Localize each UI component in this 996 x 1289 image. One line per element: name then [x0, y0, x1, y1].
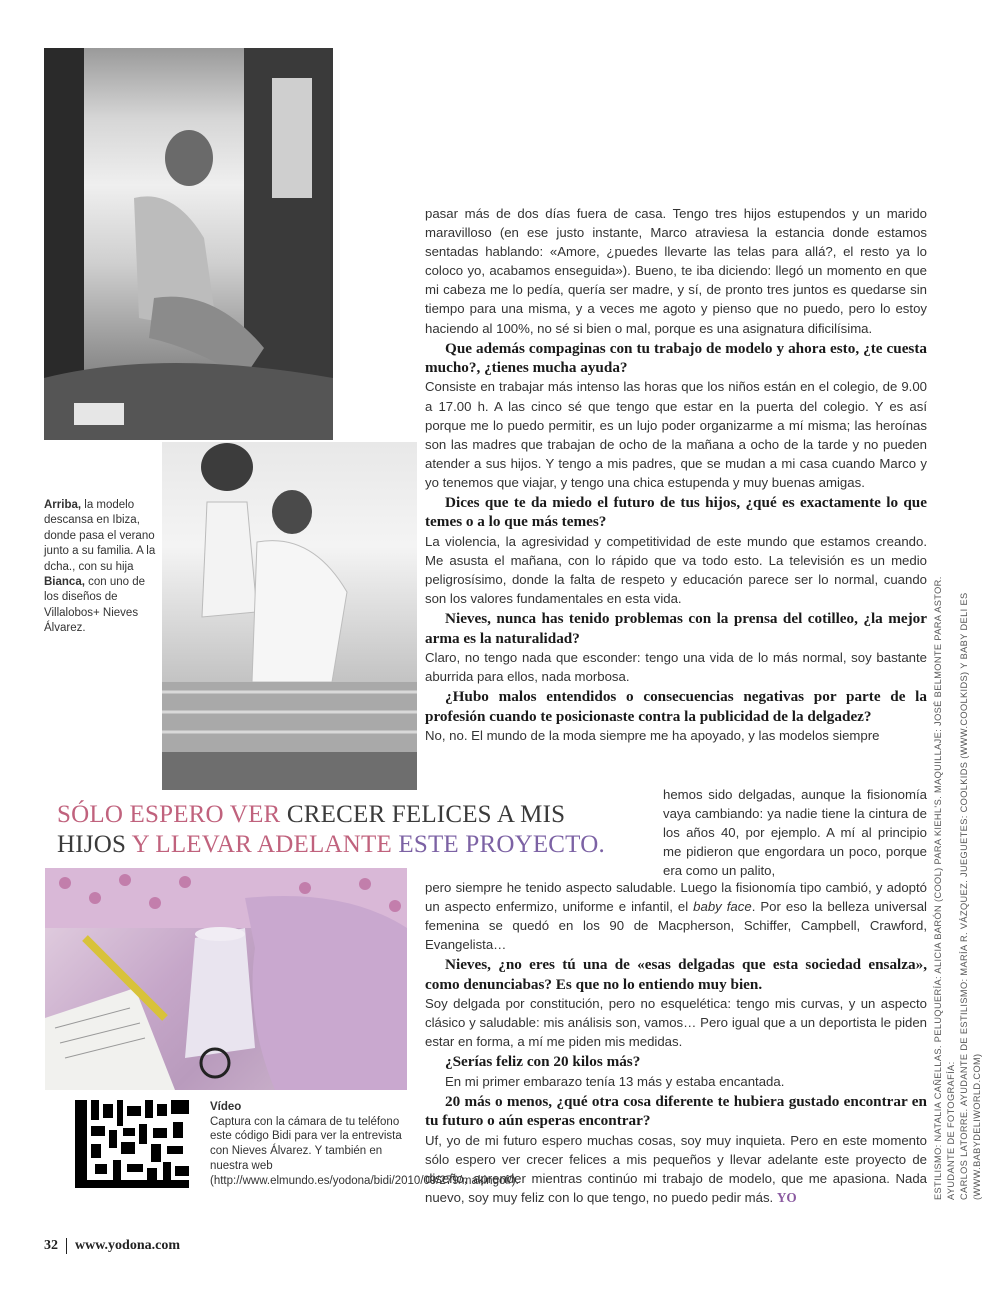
question-4: ¿Hubo malos entendidos o consecuencias negativas por parte de la profesión cuando te posicionaste contra la publicidad de la delgadez?: [425, 688, 927, 725]
page-footer: [44, 1238, 180, 1254]
video-description: Captura con la cámara de tu teléfono este código Bidi para ver la entrevista con Nieves Álvarez. Y también en nuestra web (http://www.elmundo.es/yodona/bidi/2010/09/279/makingof/).: [210, 1115, 519, 1187]
question-2: Dices que te da miedo el futuro de tus hijos, ¿qué es exactamente lo que temes o a lo que más temes?: [425, 494, 927, 531]
footer-divider: [66, 1238, 67, 1254]
article-body: [425, 204, 927, 745]
photo-middle: [162, 442, 417, 790]
article-wrap-text: hemos sido delgadas, aunque la fisionomía vaya cambiando: ya nadie tiene la cintura de los años 40, por ejemplo. A mí al principio me pidieron que engordara un poco, porque era como un palito,: [663, 787, 927, 879]
caption-dcha: A la dcha.: [44, 545, 156, 573]
answer-5: No, no. El mundo de la moda siempre me ha apoyado, y las modelos siempre: [425, 728, 880, 744]
photo-top: [44, 48, 333, 440]
question-7: 20 más o menos, ¿qué otra cosa diferente te hubiera gustado encontrar en tu futuro o aún esperas encontrar?: [425, 1092, 927, 1130]
answer-5-text: pero siempre he tenido aspecto saludable. Luego la fisionomía tipo cambió, y adoptó un aspecto enfermizo, uniforme e infantil, el: [425, 880, 927, 915]
page-number: 32: [44, 1238, 58, 1254]
caption-text-2: , con su hija: [72, 560, 134, 573]
photo-bottom-art: [45, 868, 407, 1090]
answer-7: En mi primer embarazo tenía 13 más y estaba encantada.: [445, 1073, 785, 1089]
answer-4: Claro, no tengo nada que esconder: tengo una vida de lo más normal, soy bastante aburrida para ellos, nada morbosa.: [425, 650, 927, 685]
answer-2: Consiste en trabajar más intenso las horas que los niños están en el colegio, de 9.00 a 17.00 h. A las cinco sé que tengo que estar en la puerta del colegio. Y es así porque me lo puedo permitir, es un lujo poder organizarme a mí misma; las heroínas son las madres que trabajan de ocho de la mañana a ocho de la tarde y no pueden atender a sus hijos. Y tengo a mis padres, que se mudan a mi casa cuando Marco y yo tenemos que viajar, y tengo una chica estupenda y muy buenas amigas.: [425, 379, 927, 490]
caption-text-3: con uno de los diseños de Villalobos+ Nieves Álvarez.: [44, 576, 146, 635]
answer-5-end: . Por eso la belleza universal femenina se quedó en los 90 de Macpherson, Schiffer, Campbell, Crawford, Evangelista…: [425, 899, 927, 953]
answer-5-continued: [425, 878, 927, 954]
article-body-continued: [425, 878, 927, 1207]
answer-8-text: Uf, yo de mi futuro espero muchas cosas, soy muy inquieta. Pero en este momento sólo espero ver crecer felices a mis pequeños y llevar adelante este proyecto de diseño, aprender mientras continúo mi trabajo de modelo, que me apasiona. Nada nuevo, soy muy feliz con lo que tengo, no puedo pedir más.: [425, 1132, 927, 1206]
photo-middle-art: [162, 442, 417, 790]
pull-quote-part-2: CRECER FELICES A MIS: [286, 801, 566, 828]
end-mark-logo: YO: [776, 1190, 797, 1206]
question-5: Nieves, ¿no eres tú una de «esas delgadas que esta sociedad ensalza», como denunciabas? Es que no lo entiendo muy bien.: [425, 956, 927, 993]
photo-bottom: [45, 868, 407, 1090]
photo-top-art: [44, 48, 333, 440]
photo-caption: [44, 498, 156, 637]
footer-website-link[interactable]: www.yodona.com: [75, 1238, 181, 1254]
pull-quote: [57, 800, 657, 860]
caption-arriba: Arriba,: [44, 499, 82, 511]
caption-bianca: Bianca,: [44, 576, 85, 589]
question-1: Que además compaginas con tu trabajo de modelo y ahora esto, ¿te cuesta mucho?, ¿tienes mucha ayuda?: [425, 339, 927, 377]
answer-6: Soy delgada por constitución, pero no esquelética: tengo mis curvas, y un aspecto clásico y saludable: mis análisis son, vamos… Pero igual que a un deportista le piden estar en forma, a mí me piden mis medidas.: [425, 996, 927, 1050]
pull-quote-part-5: ESTE PROYECTO.: [398, 831, 605, 858]
video-info: [210, 1100, 519, 1188]
pull-quote-part-1: SÓLO ESPERO VER: [57, 801, 287, 828]
credits-line-2: CARLOS LATORRE. AYUDANTE DE ESTILISMO: MARÍA R. VÁZQUEZ. JUEGUETES: COOLKIDS (WWW.COOLKIDS) Y BABY DELI ES (WWW.BABYDELIWORLD.COM): [959, 592, 982, 1200]
photo-credits: [932, 540, 982, 1200]
answer-1: pasar más de dos días fuera de casa. Tengo tres hijos estupendos y un marido maravilloso (en ese justo instante, Marco atraviesa la estancia donde estamos sentadas hablando: «Amore, ¿puedes llevarte las telas para allá?, el resto ya lo coloco yo, acabamos enseguida»). Bueno, te iba diciendo: llegó un momento en que mi cabeza me lo pedía, quería ser madre, y sí, de pronto tres juntos es quedarse sin tiempo para una misma, y a veces me agoto y pienso que no puedo, pero lo estoy haciendo al 100%, no sé si bien o mal, porque es una asignatura dificilísima.: [425, 206, 927, 336]
baby-face-term: baby face: [693, 899, 752, 915]
question-6: ¿Serías feliz con 20 kilos más?: [445, 1053, 641, 1071]
caption-text-1: la modelo descansa en Ibiza, donde pasa el verano junto a su familia.: [44, 499, 155, 558]
video-title: Vídeo: [210, 1101, 242, 1113]
credits-line-1: ESTILISMO: NATALIA CAÑELLAS. PELUQUERÍA: ALICIA BARÓN (COOL) PARA KIEHL'S. MAQUILLAJE: JOSÉ BELMONTE PARA ASTOR. AYUDANTE DE FOTOGRAFÍA:: [933, 576, 956, 1200]
answer-8: [425, 1131, 927, 1207]
answer-3: La violencia, la agresividad y competitividad de este mundo que estamos creando. Me asusta el mañana, con lo rápido que va todo esto. La televisión es un medio peligrosísimo, donde la falta de respeto y educación parece ser lo normal, cuando son los valores fundamentales en esta vida.: [425, 533, 927, 607]
pull-quote-part-4: Y LLEVAR ADELANTE: [131, 831, 399, 858]
question-3: Nieves, nunca has tenido problemas con la prensa del cotilleo, ¿la mejor arma es la naturalidad?: [425, 610, 927, 647]
pull-quote-part-3: HIJOS: [57, 831, 132, 858]
bidi-code-icon: [75, 1100, 189, 1188]
bidi-code: [75, 1100, 189, 1188]
